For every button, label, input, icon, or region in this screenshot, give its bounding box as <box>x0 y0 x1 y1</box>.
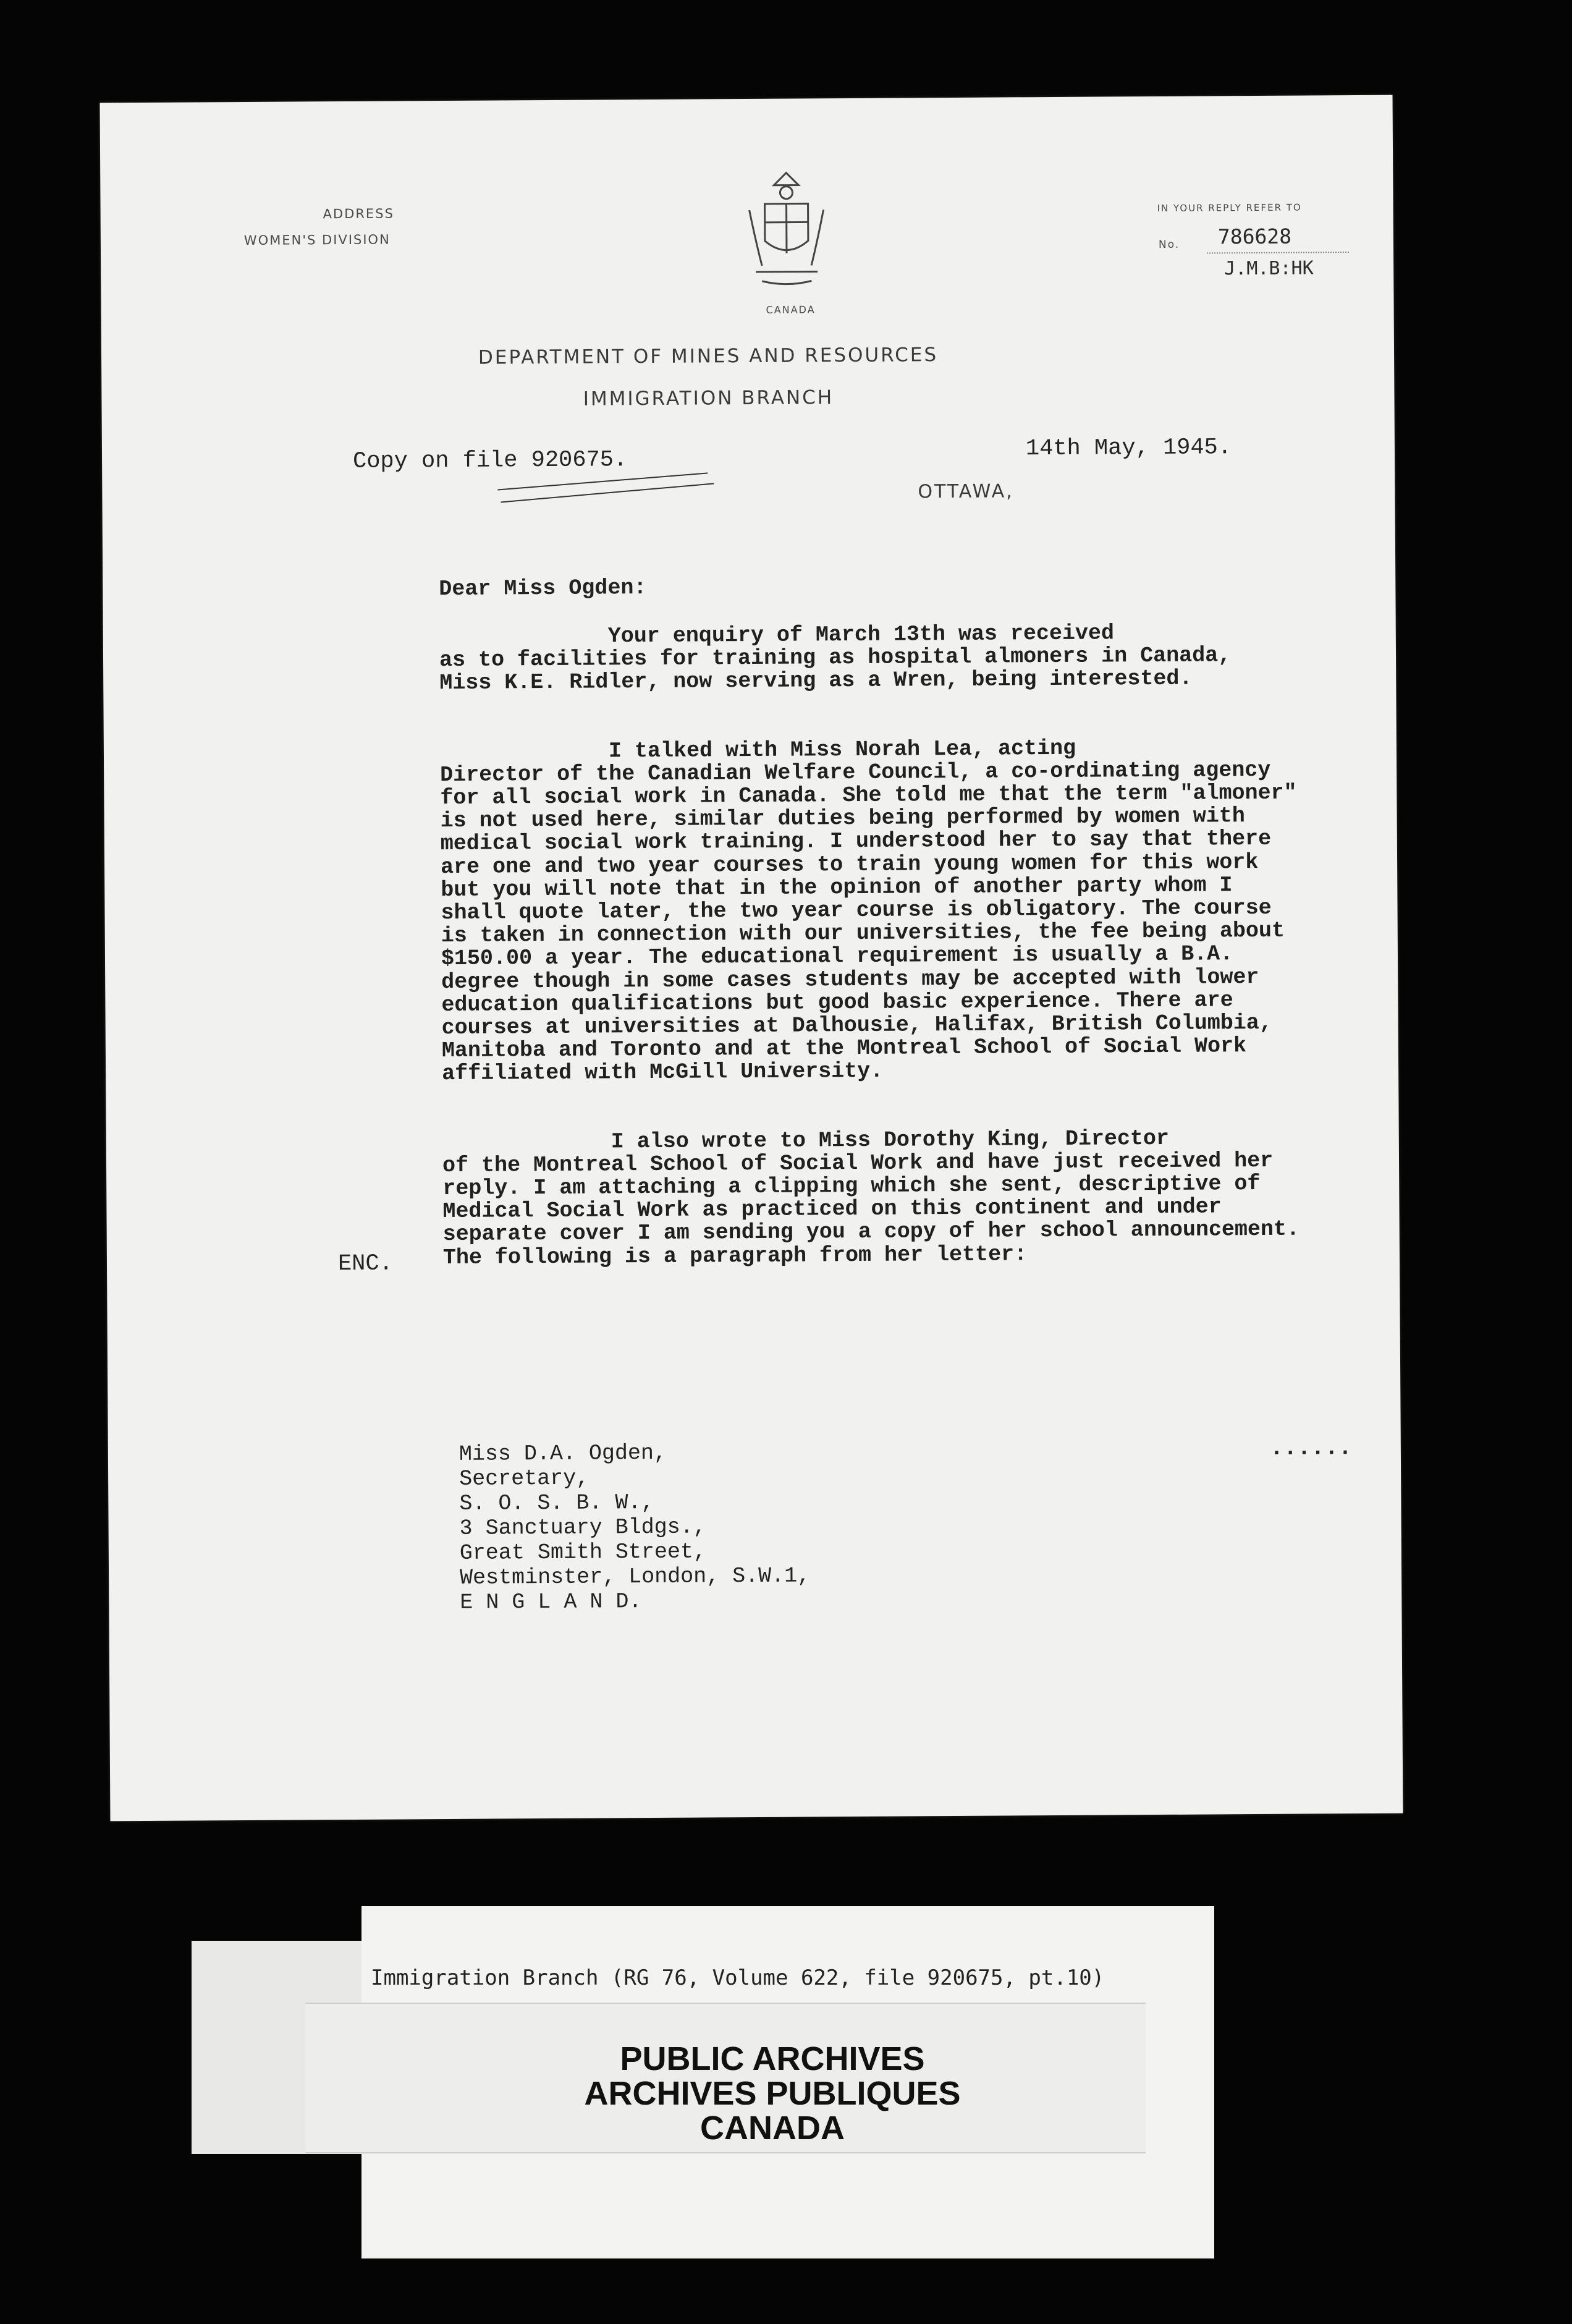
archive-stamp-line-1: PUBLIC ARCHIVES <box>620 2040 925 2077</box>
crest-caption: CANADA <box>766 303 816 316</box>
reply-reference-label: IN YOUR REPLY REFER TO <box>1157 201 1302 214</box>
reference-underline <box>1207 252 1349 253</box>
division-label: WOMEN'S DIVISION <box>243 232 391 248</box>
archive-stamp-line-3: CANADA <box>700 2110 845 2147</box>
reference-no-label: No. <box>1158 238 1180 251</box>
paragraph-3: I also wrote to Miss Dorothy King, Director of the Montreal School of Social Work and have just received her reply. I am attaching a clipping which she sent, descriptive of Medical Social Work as practiced on this continent and under separate cover I am sending you a copy of her school announcement. The following is a paragraph from her letter: <box>442 1126 1300 1270</box>
paragraph-1: Your enquiry of March 13th was received as to facilities for training as hospital almoners in Canada, Miss K.E. Ridler, now serving as a Wren, being interested. <box>439 621 1232 696</box>
copy-note-underline <box>497 470 720 508</box>
coat-of-arms-icon <box>743 166 830 290</box>
salutation: Dear Miss Ogden: <box>439 575 647 602</box>
letter-body <box>439 621 1407 1270</box>
paragraph-2: I talked with Miss Norah Lea, acting Director of the Canadian Welfare Council, a co-ordinating agency for all social work in Canada. She told me that the term "almoner" is not used here, similar duties being performed by women with medical social work training. I understood her to say that there are one and two year courses to train young women for this work but you will note that in the opinion of another party whom I shall quote later, the two year course is obligatory. The course is taken in connection with our universities, the fee being about $150.00 a year. The educational requirement is usually a B.A. degree though in some cases students may be accepted with lower education qualifications but good basic experience. There are courses at universities at Dalhousie, Halifax, British Columbia, Manitoba and Toronto and at the Montreal School of Social Work affiliated with McGill University. <box>439 736 1297 1087</box>
branch-title: IMMIGRATION BRANCH <box>583 386 834 410</box>
department-title: DEPARTMENT OF MINES AND RESOURCES <box>478 344 939 369</box>
archive-reference: Immigration Branch (RG 76, Volume 622, file 920675, pt.10) <box>371 1966 1105 1990</box>
letter-date: 14th May, 1945. <box>1025 435 1232 462</box>
address-label: ADDRESS <box>323 206 394 222</box>
copy-on-file-note: Copy on file 920675. <box>352 447 628 475</box>
continuation-dots: ...... <box>1269 1435 1353 1462</box>
addressee-block: Miss D.A. Ogden, Secretary, S. O. S. B. W., 3 Sanctuary Bldgs., Great Smith Street, Westminster, London, S.W.1, E N G L A N D. <box>458 1440 811 1615</box>
letter-page <box>100 95 1403 1821</box>
archive-stamp-line-2: ARCHIVES PUBLIQUES <box>584 2075 961 2112</box>
letter-place: OTTAWA, <box>918 480 1014 503</box>
enclosure-note: ENC. <box>337 1250 393 1278</box>
reference-initials: J.M.B:HK <box>1224 257 1314 280</box>
reference-number: 786628 <box>1217 224 1292 249</box>
